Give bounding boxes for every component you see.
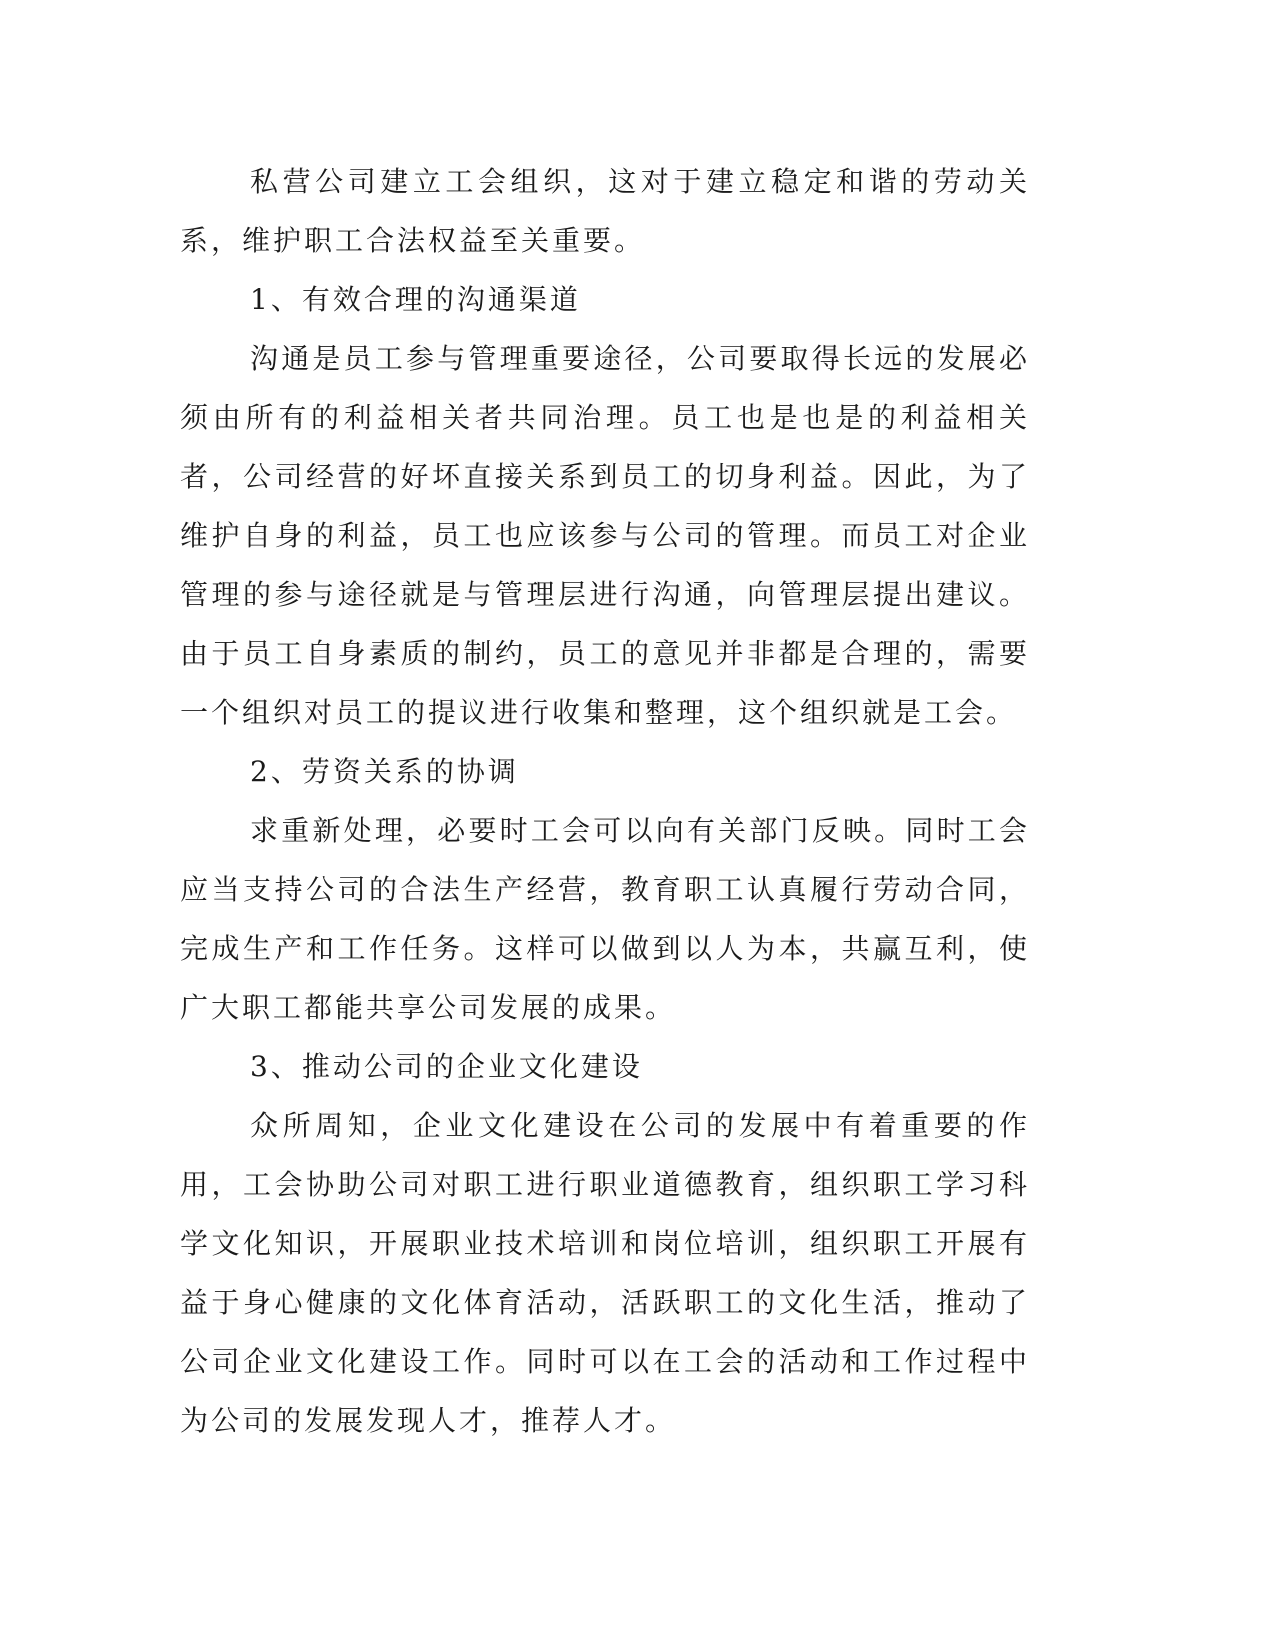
section-3-heading: 3、推动公司的企业文化建设	[250, 1050, 643, 1083]
section-2-heading: 2、劳资关系的协调	[250, 755, 519, 788]
section-2-paragraph: 求重新处理，必要时工会可以向有关部门反映。同时工会应当支持公司的合法生产经营，教育职工认真履行劳动合同，完成生产和工作任务。这样可以做到以人为本，共赢互利，使广大职工都能共享公司发展的成果。	[180, 814, 1030, 1024]
section-1-paragraph: 沟通是员工参与管理重要途径，公司要取得长远的发展必须由所有的利益相关者共同治理。员工也是也是的利益相关者，公司经营的好坏直接关系到员工的切身利益。因此，为了维护自身的利益，员工也应该参与公司的管理。而员工对企业管理的参与途径就是与管理层进行沟通，向管理层提出建议。由于员工自身素质的制约，员工的意见并非都是合理的，需要一个组织对员工的提议进行收集和整理，这个组织就是工会。	[180, 342, 1030, 729]
document-page	[180, 152, 1030, 1450]
intro-paragraph: 私营公司建立工会组织，这对于建立稳定和谐的劳动关系，维护职工合法权益至关重要。	[180, 165, 1030, 257]
section-3-paragraph: 众所周知，企业文化建设在公司的发展中有着重要的作用，工会协助公司对职工进行职业道德教育，组织职工学习科学文化知识，开展职业技术培训和岗位培训，组织职工开展有益于身心健康的文化体育活动，活跃职工的文化生活，推动了公司企业文化建设工作。同时可以在工会的活动和工作过程中为公司的发展发现人才，推荐人才。	[180, 1109, 1030, 1437]
section-1-heading: 1、有效合理的沟通渠道	[250, 283, 581, 316]
